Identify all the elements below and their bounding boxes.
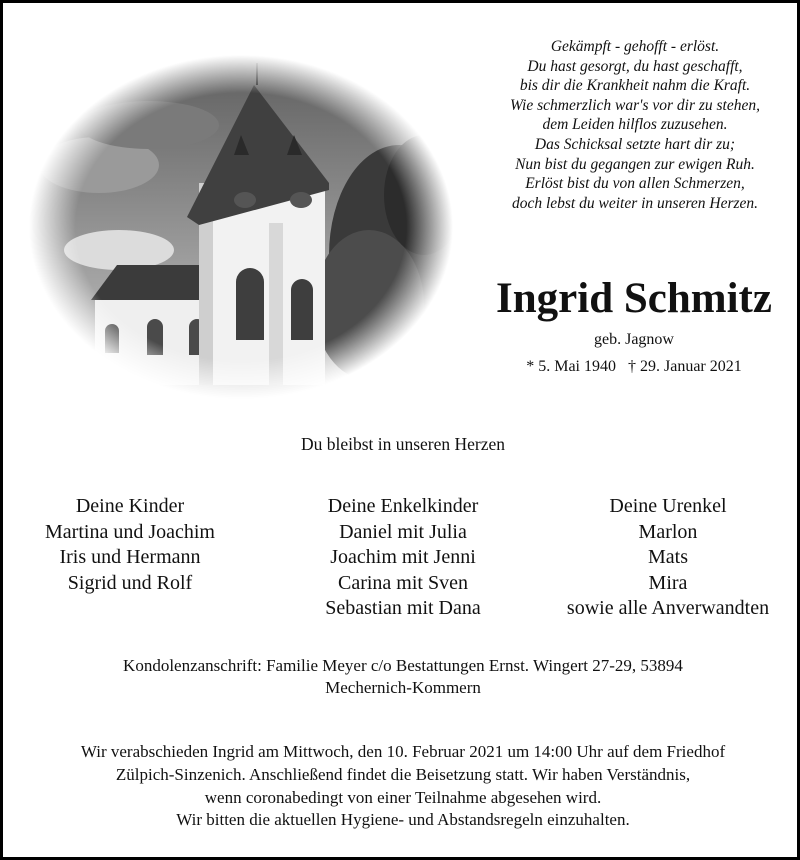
list-item: Joachim mit Jenni — [330, 546, 476, 568]
farewell-line: Wir bitten die aktuellen Hygiene- und Abstandsregeln einzuhalten. — [176, 810, 630, 830]
deceased-name: Ingrid Schmitz — [496, 275, 772, 322]
children-list — [13, 494, 247, 596]
farewell-line: Zülpich-Sinzenich. Anschließend findet die Beisetzung statt. Wir haben Verständnis, — [115, 764, 691, 784]
grandchildren-list — [283, 494, 523, 622]
poem-line: Gekämpft - gehofft - erlöst. — [550, 38, 720, 55]
list-item: sowie alle Anverwandten — [566, 597, 770, 619]
poem-line: Du hast gesorgt, du hast geschafft, — [527, 57, 743, 75]
list-item: Carina mit Sven — [338, 571, 468, 594]
poem-line: bis dir die Krankheit nahm die Kraft. — [519, 77, 751, 95]
poem-line: Das Schicksal setzte hart dir zu; — [534, 135, 736, 153]
poem-line: Wie schmerzlich war's vor dir zu stehen, — [509, 96, 760, 114]
life-dates — [465, 358, 800, 376]
condolence-line: Mechernich-Kommern — [325, 678, 481, 697]
farewell-line: Wir verabschieden Ingrid am Mittwoch, den 10. Februar 2021 um 14:00 Uhr auf dem Friedhof — [80, 742, 726, 761]
list-item: Sigrid und Rolf — [67, 571, 193, 594]
poem-line: Nun bist du gegangen zur ewigen Ruh. — [515, 155, 755, 173]
motto: Du bleibst in unseren Herzen — [300, 434, 506, 454]
poem — [465, 37, 800, 213]
list-heading: Deine Urenkel — [609, 495, 727, 517]
poem-line: doch lebst du weiter in unseren Herzen. — [511, 194, 759, 212]
list-item: Iris und Hermann — [59, 546, 201, 568]
list-item: Martina und Joachim — [45, 520, 215, 543]
farewell-notice — [23, 741, 783, 832]
list-item: Marlon — [638, 520, 698, 543]
list-heading: Deine Enkelkinder — [327, 495, 479, 517]
list-item: Sebastian mit Dana — [325, 597, 481, 619]
condolence-address — [33, 655, 773, 699]
death-date: † 29. Januar 2021 — [628, 358, 742, 375]
list-item: Daniel mit Julia — [339, 520, 467, 543]
poem-line: dem Leiden hilflos zuzusehen. — [542, 116, 728, 134]
condolence-line: Kondolenzanschrift: Familie Meyer c/o Bestattungen Ernst. Wingert 27-29, 53894 — [123, 656, 683, 675]
great-grandchildren-list — [547, 494, 789, 622]
list-item: Mira — [648, 571, 688, 594]
list-heading: Deine Kinder — [75, 495, 185, 517]
list-item: Mats — [648, 546, 688, 568]
birth-date: * 5. Mai 1940 — [526, 358, 616, 375]
farewell-line: wenn coronabedingt von einer Teilnahme abgesehen wird. — [204, 787, 602, 807]
poem-line: Erlöst bist du von allen Schmerzen, — [525, 175, 745, 193]
church-photo — [29, 55, 453, 399]
birth-name: geb. Jagnow — [594, 331, 674, 348]
